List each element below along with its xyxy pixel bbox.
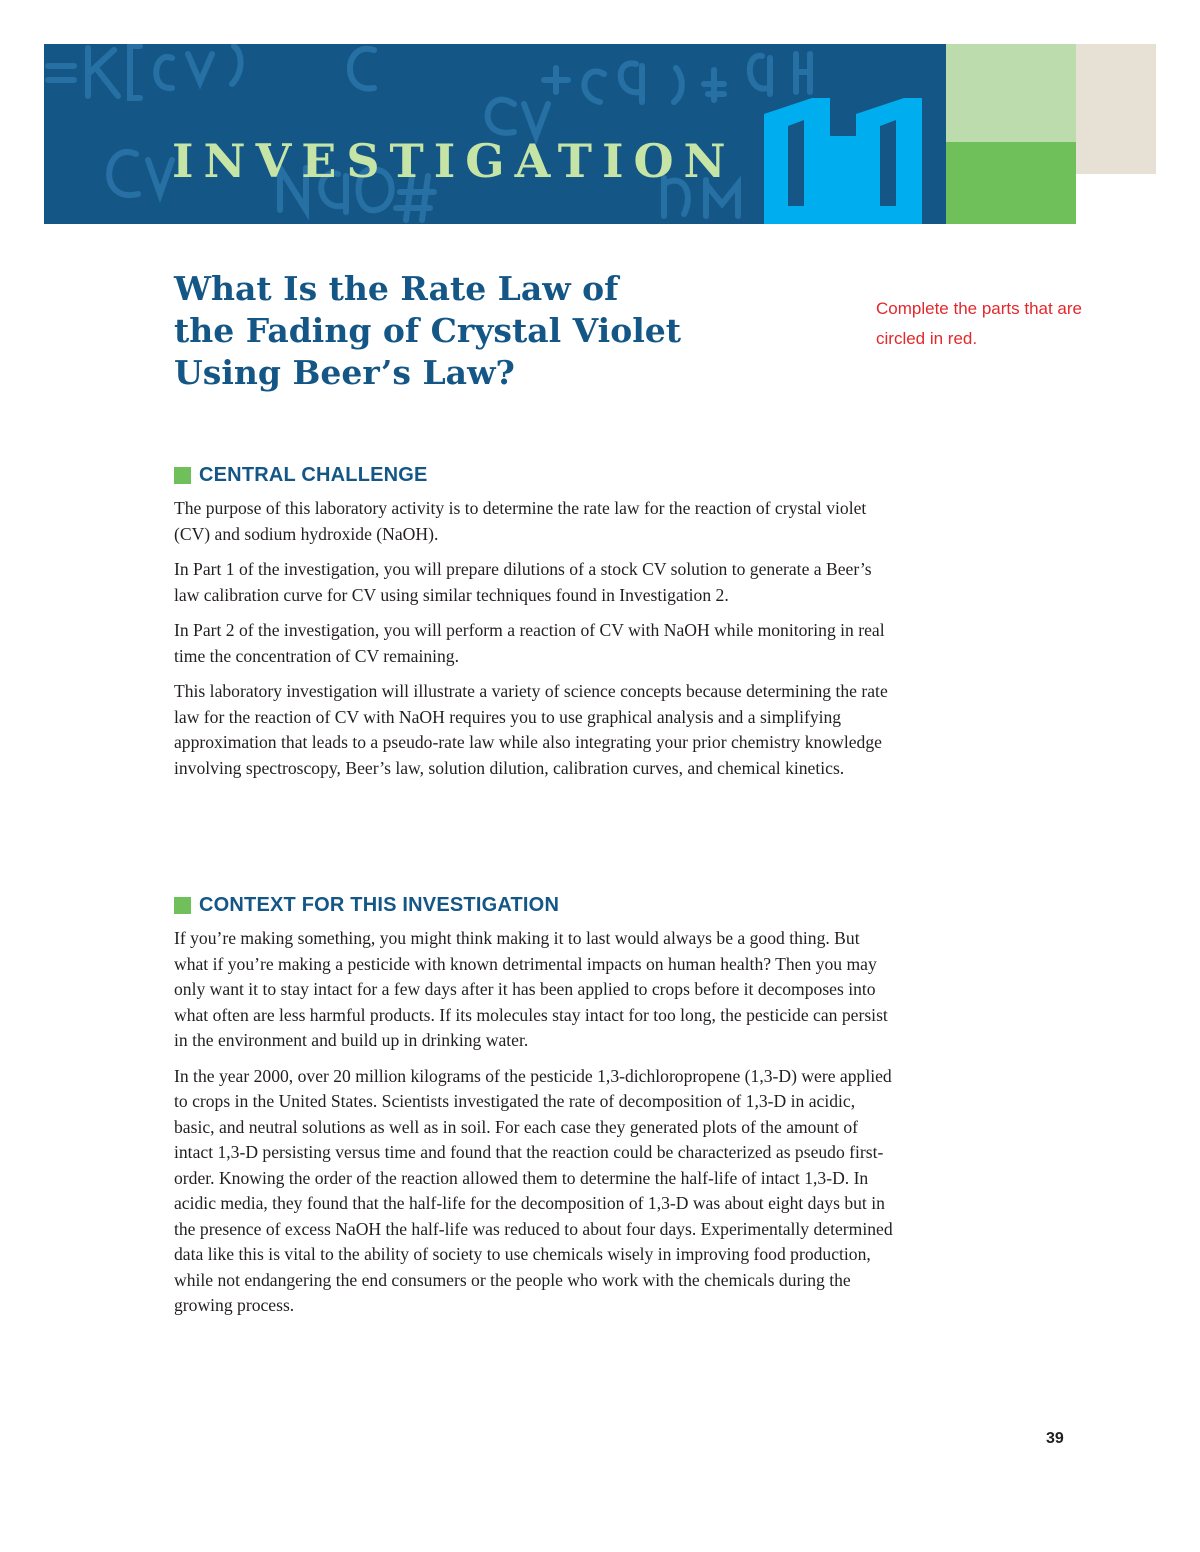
paragraph: If you’re making something, you might think making it to last would always be a good thing. But what if you’re making a pesticide with known detrimental impacts on human health? Then you may only want it to stay intact for a few days after it has been applied to crops before it decomposes into what often are less harmful products. If its molecules stay intact for too long, the pesticide can persist in the environment and build up in drinking water. — [174, 928, 888, 1050]
central-challenge-label: CENTRAL CHALLENGE — [199, 464, 428, 486]
section-square-icon — [174, 897, 191, 914]
page-number: 39 — [1046, 1430, 1064, 1447]
paragraph: In the year 2000, over 20 million kilograms of the pesticide 1,3-dichloropropene (1,3-D) were applied to crops in the United States. Scientists investigated the rate of decomposition of 1,3-D in acidic, basic, and neutral solutions as well as in soil. For each case they generated plots of the amount of intact 1,3-D persisting versus time and found that the reaction could be characterized as pseudo first-order. Knowing the order of the reaction allowed them to determine the half-life of intact 1,3-D. In acidic media, they found that the half-life for the decomposition of 1,3-D was about eight days but in the presence of excess NaOH the half-life was reduced to about four days. Experimentally determined data like this is vital to the ability of society to use chemicals wisely in improving food production, while not endangering the end consumers or the people who work with the chemicals during the growing process. — [174, 1065, 893, 1315]
context-label: CONTEXT FOR THIS INVESTIGATION — [199, 894, 560, 916]
paragraph: The purpose of this laboratory activity is to determine the rate law for the reaction of crystal violet (CV) and sodium hydroxide (NaOH). — [174, 498, 867, 544]
central-challenge-body — [174, 496, 894, 791]
investigation-label: INVESTIGATION — [172, 134, 736, 188]
context-body — [174, 926, 894, 1329]
context-heading — [174, 894, 559, 917]
title-line-3: Using Beer’s Law? — [174, 353, 515, 392]
decor-square-green — [946, 142, 1076, 224]
instruction-note: Complete the parts that are circled in red. — [876, 299, 1083, 348]
decor-square-beige — [1076, 44, 1156, 174]
investigation-number-graphic — [760, 96, 946, 224]
title-line-2: the Fading of Crystal Violet — [174, 311, 681, 350]
section-square-icon — [174, 467, 191, 484]
paragraph: This laboratory investigation will illustrate a variety of science concepts because determining the rate law for the reaction of CV with NaOH requires you to use graphical analysis and a simplifying approximation that leads to a pseudo-rate law while also integrating your prior chemistry knowledge involving spectroscopy, Beer’s law, solution dilution, calibration curves, and chemical kinetics. — [174, 681, 888, 778]
decor-square-light-green — [946, 44, 1076, 142]
paragraph: In Part 2 of the investigation, you will perform a reaction of CV with NaOH while monitoring in real time the concentration of CV remaining. — [174, 620, 885, 666]
page-title — [174, 268, 854, 394]
paragraph: In Part 1 of the investigation, you will prepare dilutions of a stock CV solution to generate a Beer’s law calibration curve for CV using similar techniques found in Investigation 2. — [174, 559, 872, 605]
central-challenge-heading — [174, 464, 428, 487]
title-line-1: What Is the Rate Law of — [174, 269, 619, 308]
